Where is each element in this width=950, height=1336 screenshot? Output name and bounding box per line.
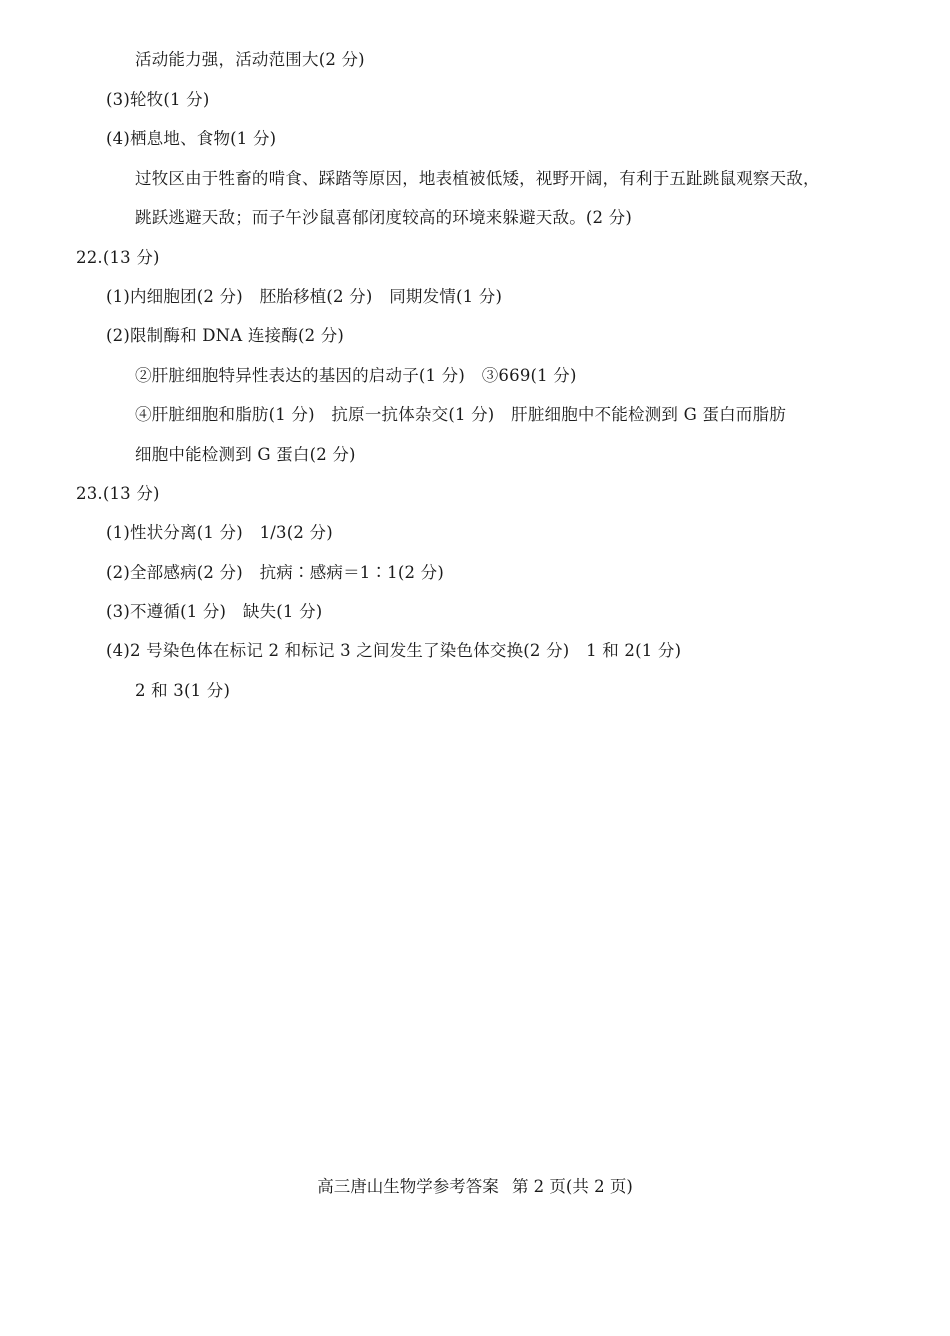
q21-line-a: 活动能力强，活动范围大(2 分): [135, 50, 365, 69]
q22-item2-sub4-1: ④肝脏细胞和脂肪(1 分) 抗原一抗体杂交(1 分) 肝脏细胞中不能检测到 G 蛋白而脂肪: [135, 405, 786, 424]
q23-item3: (3)不遵循(1 分) 缺失(1 分): [106, 602, 323, 621]
footer-title: 高三唐山生物学参考答案: [317, 1177, 499, 1196]
q21-item4-explanation-1: 过牧区由于牲畜的啃食、踩踏等原因，地表植被低矮，视野开阔，有利于五趾跳鼠观察天敌，: [135, 169, 820, 188]
q22-header: 22.(13 分): [76, 248, 160, 267]
q22-item2: (2)限制酶和 DNA 连接酶(2 分): [106, 326, 345, 345]
q21-item3: (3)轮牧(1 分): [106, 90, 210, 109]
footer-page-number: 第 2 页(共 2 页): [511, 1177, 633, 1196]
q22-item2-sub4-2: 细胞中能检测到 G 蛋白(2 分): [135, 445, 356, 464]
q22-item1: (1)内细胞团(2 分) 胚胎移植(2 分) 同期发情(1 分): [106, 287, 503, 306]
q23-header: 23.(13 分): [76, 484, 160, 503]
page-footer: [0, 1176, 950, 1198]
q23-item1: (1)性状分离(1 分) 1/3(2 分): [106, 523, 333, 542]
q21-item4: (4)栖息地、食物(1 分): [106, 129, 277, 148]
q21-item4-explanation-2: 跳跃逃避天敌；而子午沙鼠喜郁闭度较高的环境来躲避天敌。(2 分): [135, 208, 633, 227]
q23-item4-1: (4)2 号染色体在标记 2 和标记 3 之间发生了染色体交换(2 分) 1 和 2(1 分): [106, 641, 682, 660]
q22-item2-sub2: ②肝脏细胞特异性表达的基因的启动子(1 分) ③669(1 分): [135, 366, 577, 385]
q23-item2: (2)全部感病(2 分) 抗病∶感病＝1∶1(2 分): [106, 563, 445, 582]
q23-item4-2: 2 和 3(1 分): [135, 681, 231, 700]
